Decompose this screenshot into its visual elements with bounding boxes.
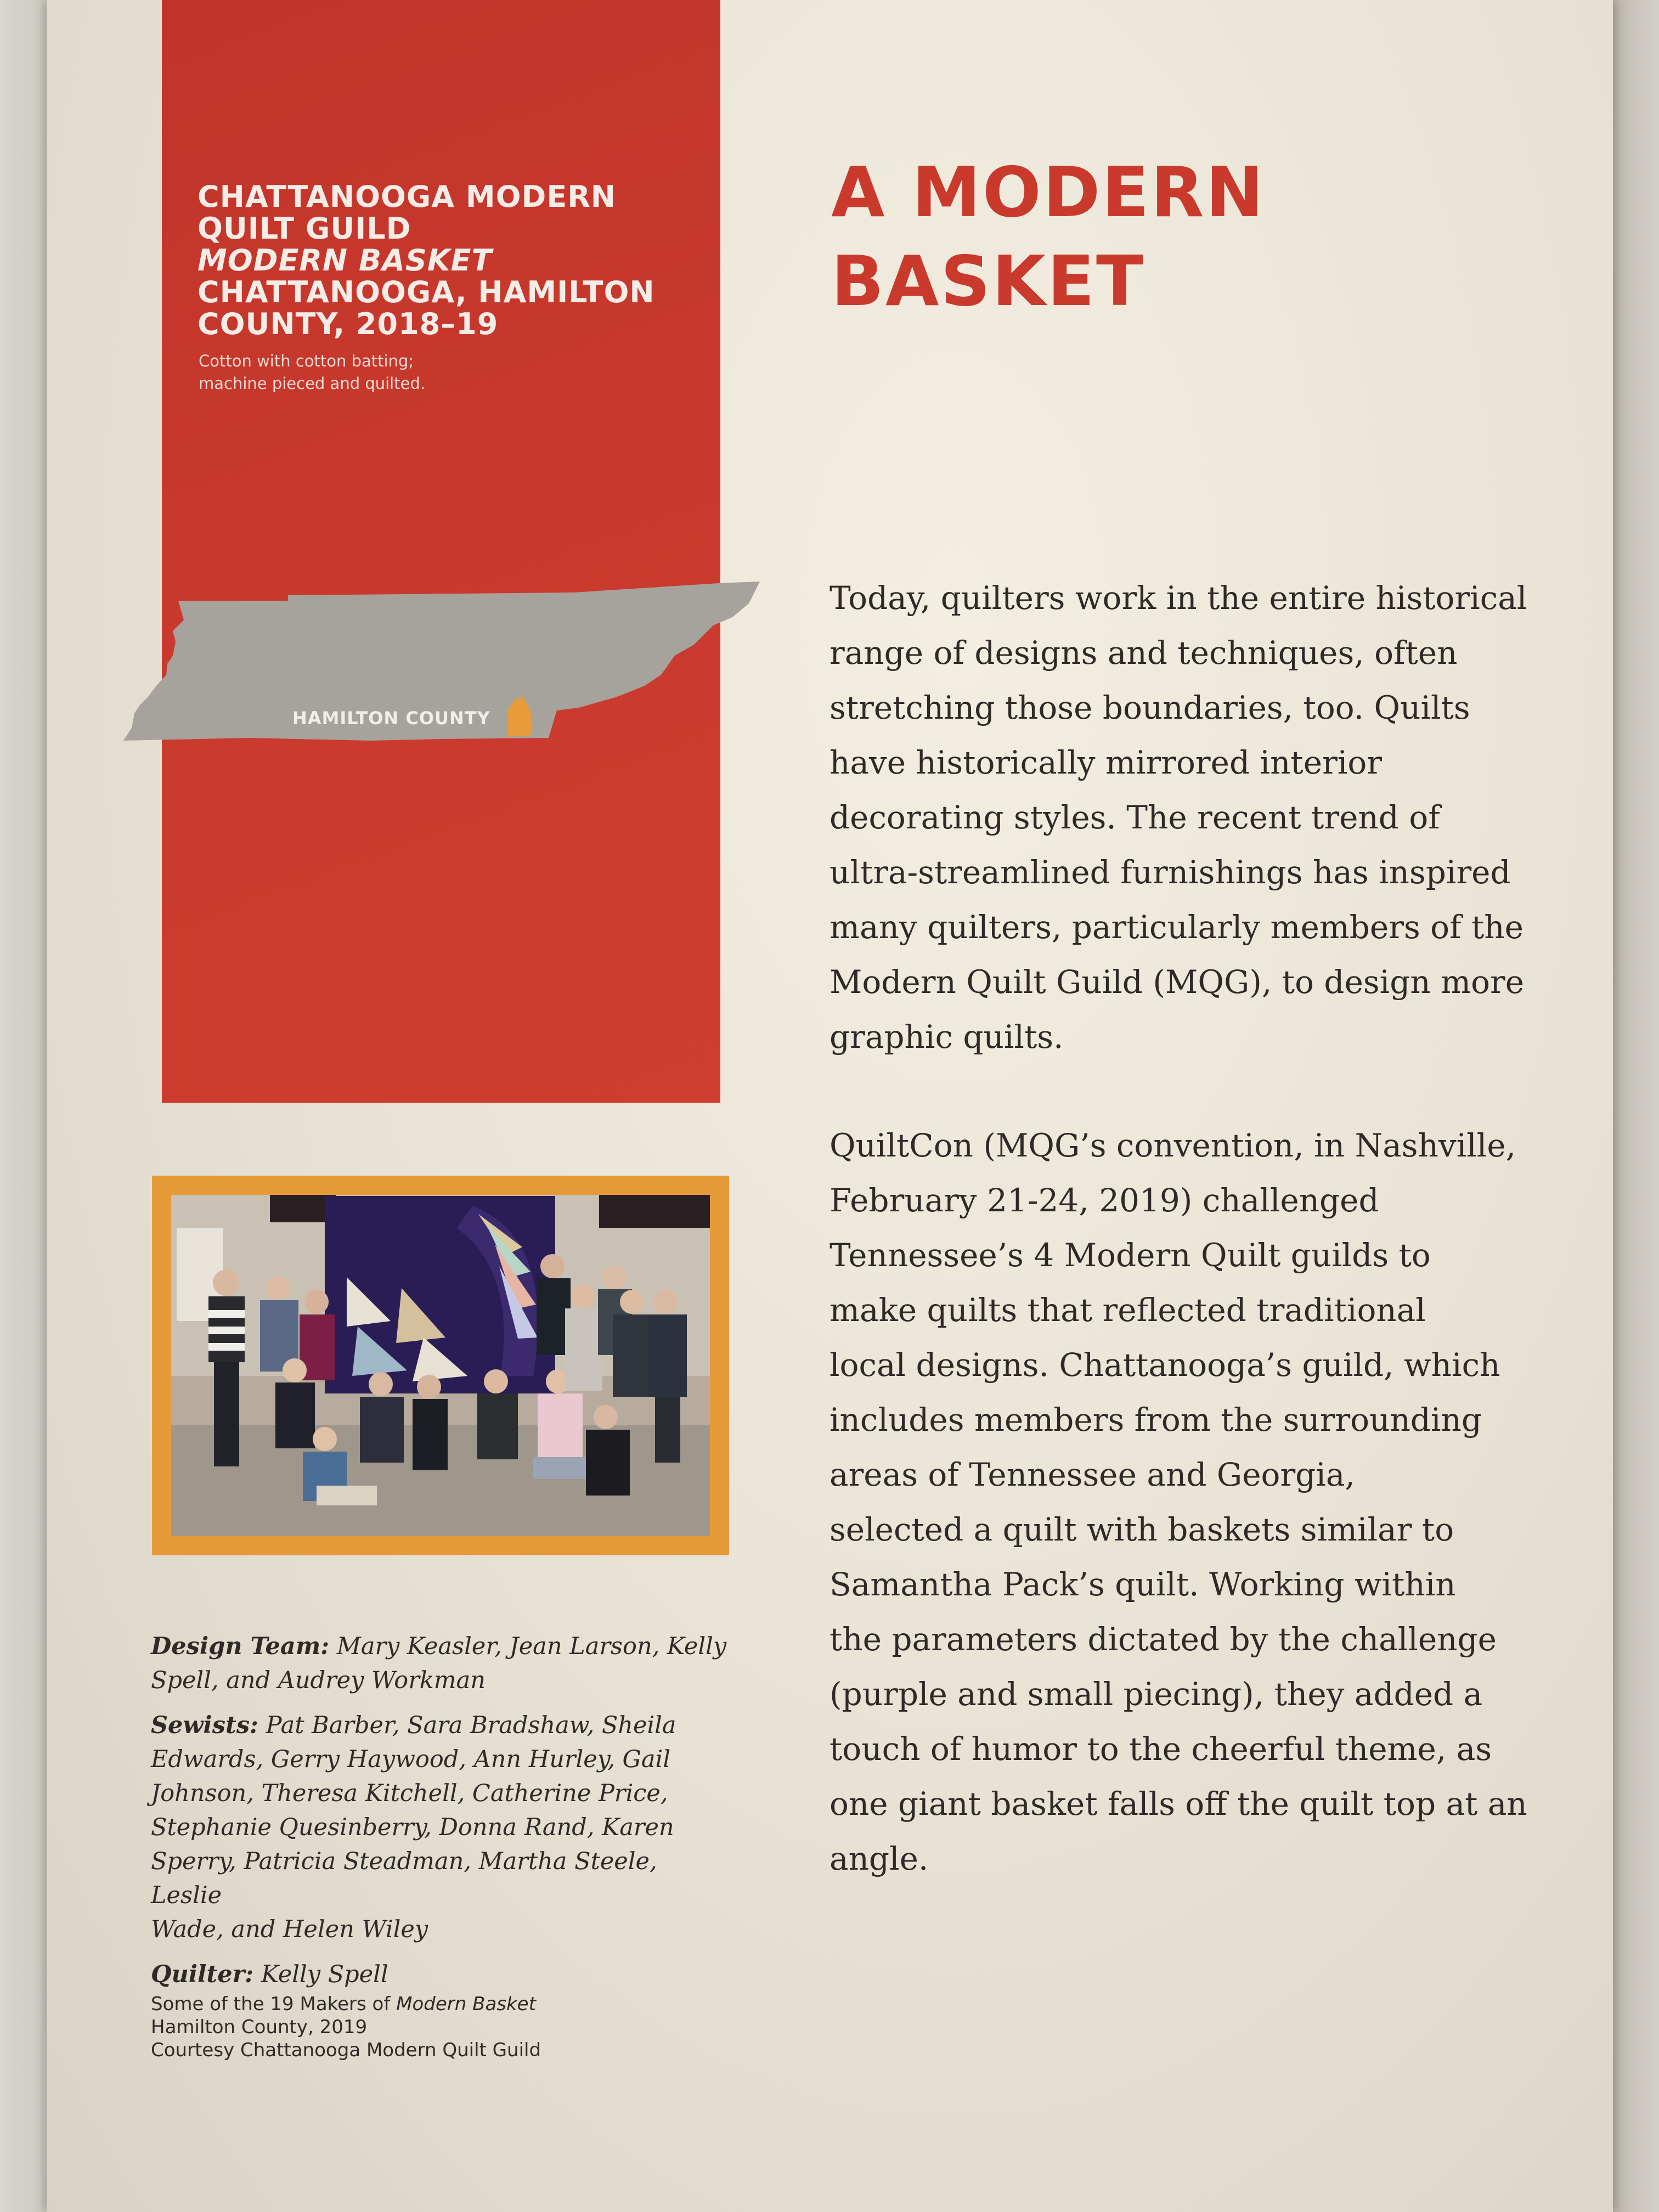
text-line: includes members from the surrounding: [830, 1401, 1482, 1438]
quilter-name: Kelly Spell: [261, 1961, 388, 1988]
sewists-line-6: Wade, and Helen Wiley: [151, 1916, 428, 1943]
quilter-credit: [151, 1957, 727, 1991]
title-line-1: A MODERN: [831, 152, 1266, 233]
caption-quilt-title: Modern Basket: [396, 1993, 536, 2015]
credits: [151, 1629, 727, 2002]
text-line: selected a quilt with baskets similar to: [830, 1511, 1454, 1548]
photo-caption: [151, 1993, 699, 2062]
body-paragraph-1: [830, 571, 1559, 1064]
text-line: graphic quilts.: [830, 1018, 1064, 1056]
location-line-1: CHATTANOOGA, HAMILTON: [198, 275, 655, 309]
text-line: local designs. Chattanooga’s guild, which: [830, 1346, 1500, 1384]
sewists-role: Sewists:: [151, 1712, 258, 1739]
object-label-block: [162, 0, 720, 1103]
text-line: stretching those boundaries, too. Quilts: [830, 689, 1470, 726]
sewists-credit: [151, 1708, 727, 1946]
text-line: have historically mirrored interior: [830, 744, 1382, 781]
materials-line-1: Cotton with cotton batting;: [199, 352, 414, 370]
sewists-line-4: Stephanie Quesinberry, Donna Rand, Karen: [151, 1814, 674, 1841]
text-line: decorating styles. The recent trend of: [830, 799, 1440, 836]
quilter-role: Quilter:: [151, 1961, 254, 1988]
text-line: Modern Quilt Guild (MQG), to design more: [830, 963, 1525, 1001]
wall-left: [0, 0, 47, 2212]
text-line: Today, quilters work in the entire historical: [830, 579, 1527, 617]
materials-line-2: machine pieced and quilted.: [199, 374, 426, 393]
design-team-line-2: Spell, and Audrey Workman: [151, 1667, 486, 1694]
text-line: many quilters, particularly members of the: [830, 909, 1523, 946]
text-line: touch of humor to the cheerful theme, as: [830, 1730, 1492, 1768]
sewists-line-1: Pat Barber, Sara Bradshaw, Sheila: [266, 1712, 676, 1739]
group-photo: [171, 1195, 710, 1536]
design-team-role: Design Team:: [151, 1633, 330, 1660]
text-line: Tennessee’s 4 Modern Quilt guilds to: [830, 1237, 1431, 1274]
title-line-2: BASKET: [831, 241, 1145, 321]
maker-line-1: CHATTANOOGA MODERN: [198, 179, 616, 214]
text-line: make quilts that reflected traditional: [830, 1291, 1426, 1329]
object-label: [198, 181, 691, 340]
text-line: angle.: [830, 1840, 929, 1877]
text-line: range of designs and techniques, often: [830, 634, 1458, 672]
quilt-name: MODERN BASKET: [198, 243, 493, 278]
text-line: QuiltCon (MQG’s convention, in Nashville,: [830, 1127, 1516, 1164]
caption-line-1: [151, 1993, 699, 2016]
design-team-line-1: Mary Keasler, Jean Larson, Kelly: [336, 1633, 727, 1660]
text-line: areas of Tennessee and Georgia,: [830, 1456, 1355, 1493]
maker-line-2: QUILT GUILD: [198, 211, 411, 246]
caption-line-3: Courtesy Chattanooga Modern Quilt Guild: [151, 2039, 541, 2061]
caption-line-2: Hamilton County, 2019: [151, 2016, 368, 2038]
sewists-line-2: Edwards, Gerry Haywood, Ann Hurley, Gail: [151, 1746, 671, 1773]
location-line-2: COUNTY, 2018–19: [198, 307, 499, 341]
text-line: ultra-streamlined furnishings has inspired: [830, 854, 1511, 891]
body-paragraph-2: [830, 1118, 1559, 1886]
design-team-credit: [151, 1629, 727, 1697]
wall-right: [1613, 0, 1659, 2212]
text-line: (purple and small piecing), they added a: [830, 1675, 1483, 1713]
caption-prefix: Some of the 19 Makers of: [151, 1993, 391, 2015]
sewists-line-5: Sperry, Patricia Steadman, Martha Steele, Leslie: [151, 1848, 657, 1909]
text-line: one giant basket falls off the quilt top at an: [830, 1785, 1527, 1822]
tennessee-map: [123, 579, 760, 743]
materials: [199, 350, 583, 395]
sewists-line-3: Johnson, Theresa Kitchell, Catherine Price,: [151, 1780, 668, 1807]
text-line: the parameters dictated by the challenge: [830, 1621, 1497, 1658]
county-label: HAMILTON COUNTY: [292, 708, 490, 729]
group-photo-frame: [152, 1176, 729, 1555]
text-line: Samantha Pack’s quilt. Working within: [830, 1566, 1456, 1603]
text-line: February 21-24, 2019) challenged: [830, 1182, 1379, 1219]
panel-title: [831, 148, 1380, 326]
